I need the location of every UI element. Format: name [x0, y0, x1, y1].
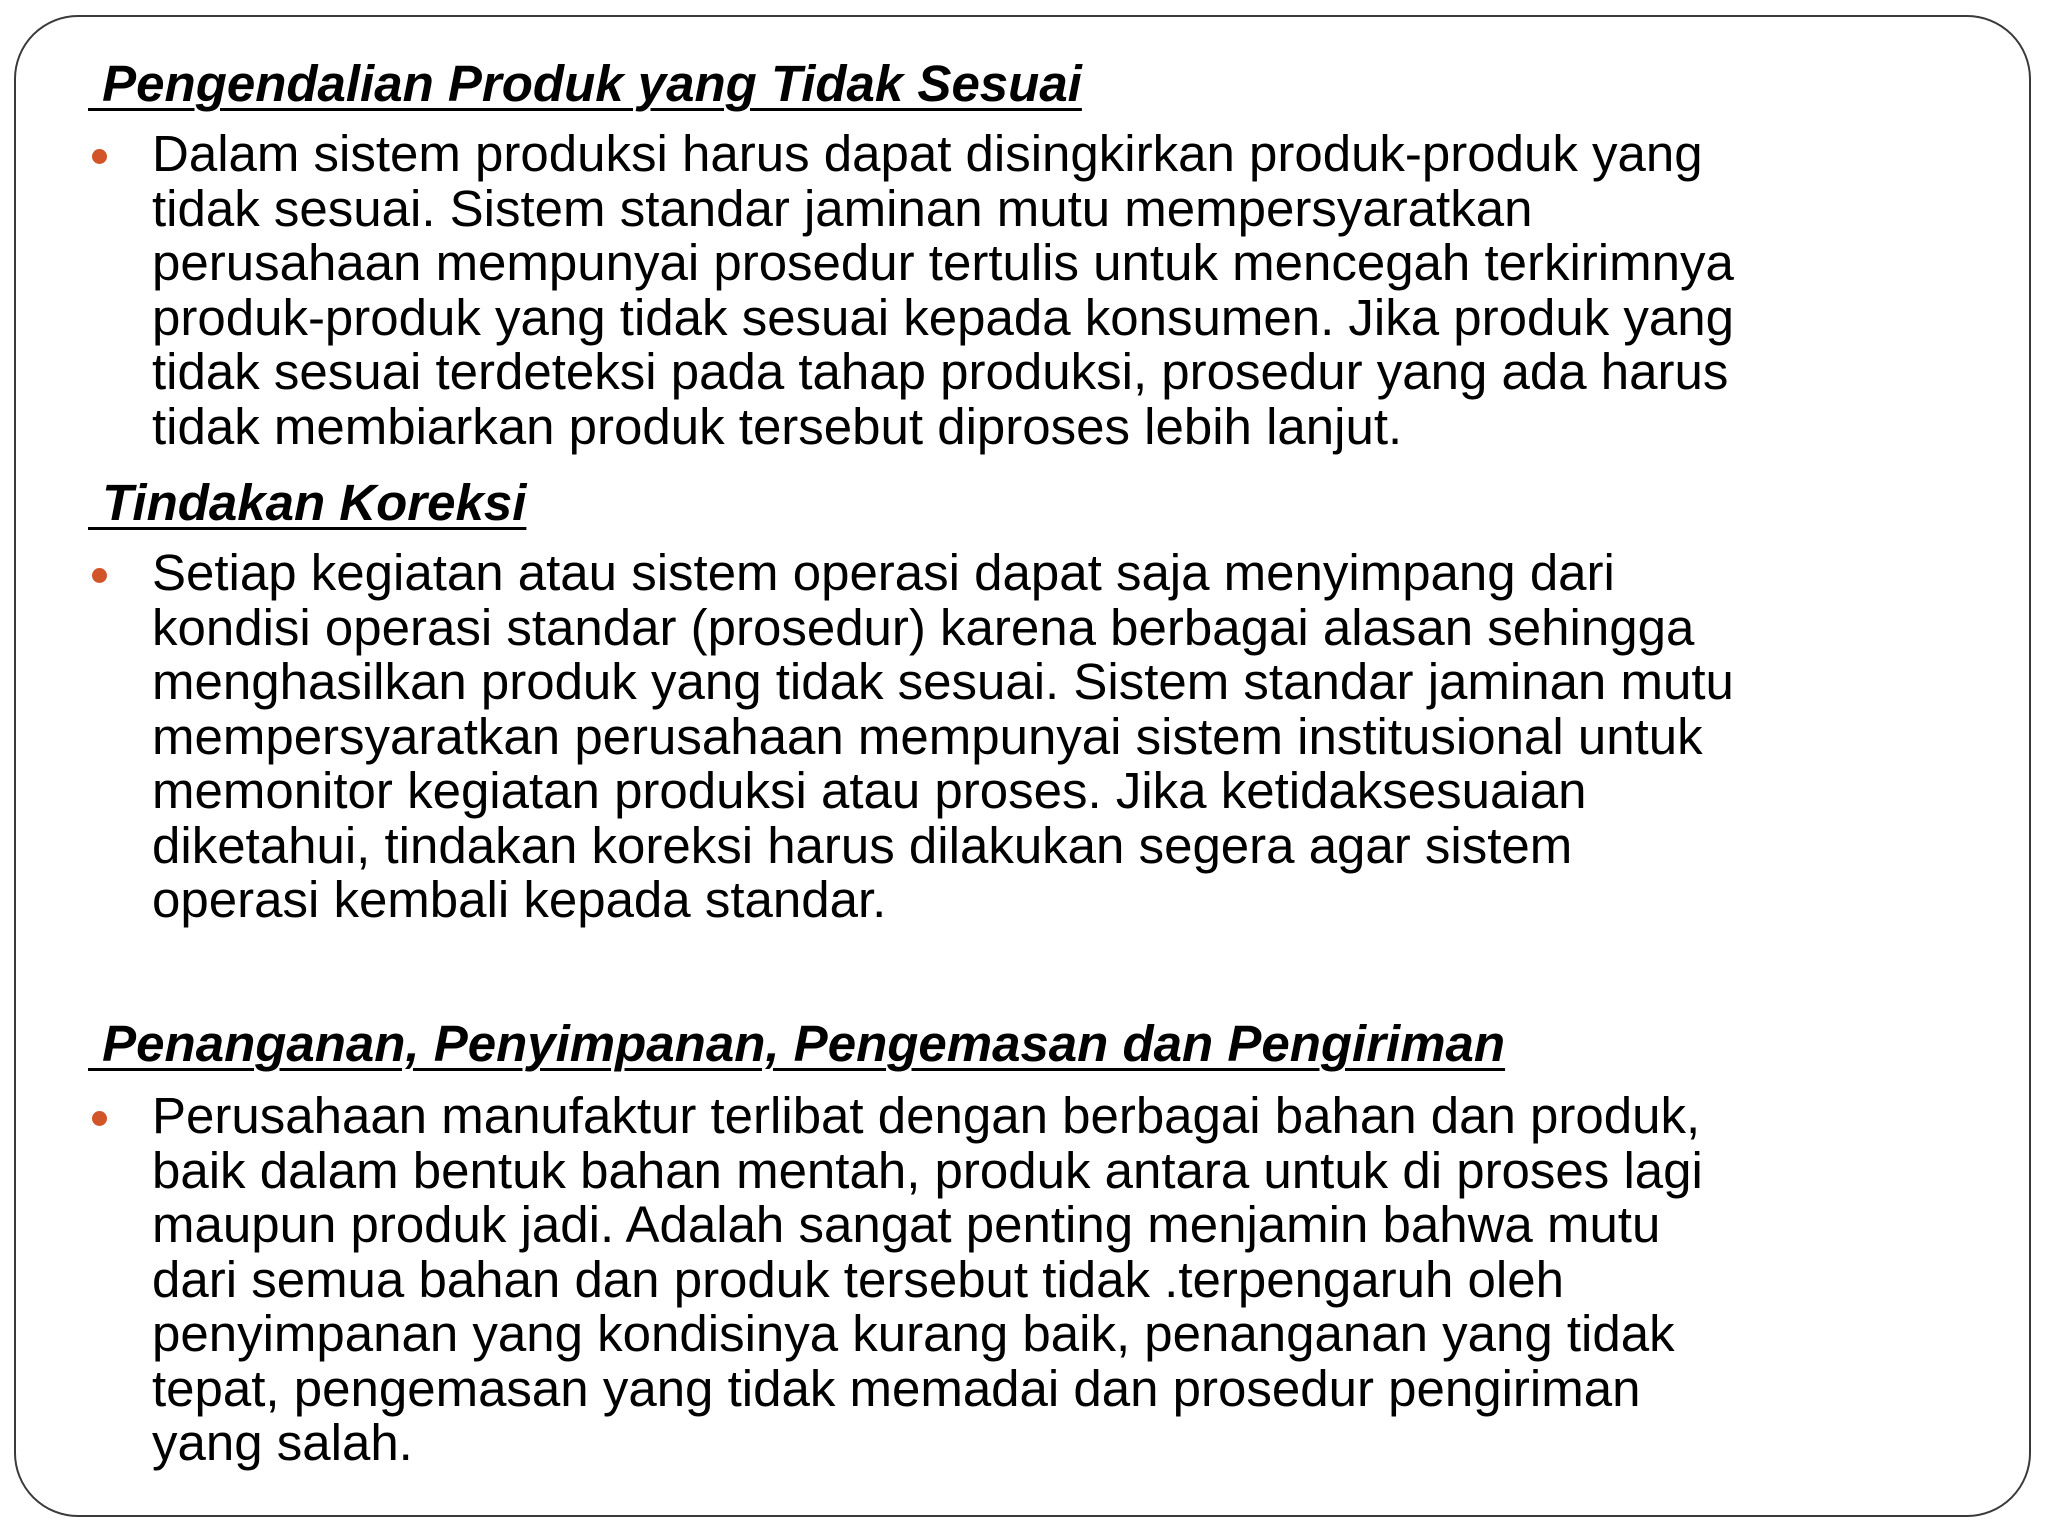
bullet-text-line: Dalam sistem produksi harus dapat disingkirkan produk-produk yang: [152, 125, 1703, 182]
bullet-dot-icon: [92, 149, 107, 164]
bullet-text-line: mempersyaratkan perusahaan mempunyai sistem institusional untuk: [152, 707, 1703, 765]
bullet-item-tindakan-koreksi: [152, 546, 1932, 928]
bullet-text-line: dari semua bahan dan produk tersebut tidak .terpengaruh oleh: [152, 1250, 1564, 1308]
bullet-item-penanganan: [152, 1089, 1932, 1471]
bullet-text-line: baik dalam bentuk bahan mentah, produk antara untuk di proses lagi: [152, 1141, 1703, 1199]
bullet-text-line: perusahaan mempunyai prosedur tertulis untuk mencegah terkirimnya: [152, 234, 1734, 291]
bullet-text-line: operasi kembali kepada standar.: [152, 871, 887, 928]
bullet-item-pengendalian: [152, 127, 1932, 454]
bullet-text-line: penyimpanan yang kondisinya kurang baik, penanganan yang tidak: [152, 1305, 1675, 1362]
section-heading-tindakan-koreksi: Tindakan Koreksi: [88, 474, 527, 531]
bullet-text-line: yang salah.: [152, 1414, 413, 1471]
bullet-text-line: memonitor kegiatan produksi atau proses. Jika ketidaksesuaian: [152, 762, 1587, 819]
bullet-text-line: Perusahaan manufaktur terlibat dengan berbagai bahan dan produk,: [152, 1087, 1701, 1144]
bullet-text-line: diketahui, tindakan koreksi harus dilakukan segera agar sistem: [152, 816, 1573, 874]
bullet-text-line: menghasilkan produk yang tidak sesuai. Sistem standar jaminan mutu: [152, 653, 1734, 710]
bullet-dot-icon: [92, 568, 107, 583]
bullet-text-line: Setiap kegiatan atau sistem operasi dapat saja menyimpang dari: [152, 544, 1615, 601]
section-heading-pengendalian: Pengendalian Produk yang Tidak Sesuai: [88, 55, 1082, 112]
bullet-text-line: produk-produk yang tidak sesuai kepada konsumen. Jika produk yang: [152, 288, 1734, 346]
bullet-text-line: kondisi operasi standar (prosedur) karena berbagai alasan sehingga: [152, 598, 1695, 656]
bullet-text-line: tidak sesuai. Sistem standar jaminan mutu mempersyaratkan: [152, 179, 1533, 237]
bullet-text-line: maupun produk jadi. Adalah sangat penting menjamin bahwa mutu: [152, 1196, 1661, 1253]
bullet-dot-icon: [92, 1111, 107, 1126]
bullet-text-line: tidak sesuai terdeteksi pada tahap produksi, prosedur yang ada harus: [152, 343, 1729, 400]
section-heading-penanganan: Penanganan, Penyimpanan, Pengemasan dan Pengiriman: [88, 1015, 1506, 1072]
bullet-text-line: tepat, pengemasan yang tidak memadai dan prosedur pengiriman: [152, 1359, 1641, 1417]
bullet-text-line: tidak membiarkan produk tersebut diproses lebih lanjut.: [152, 397, 1403, 455]
